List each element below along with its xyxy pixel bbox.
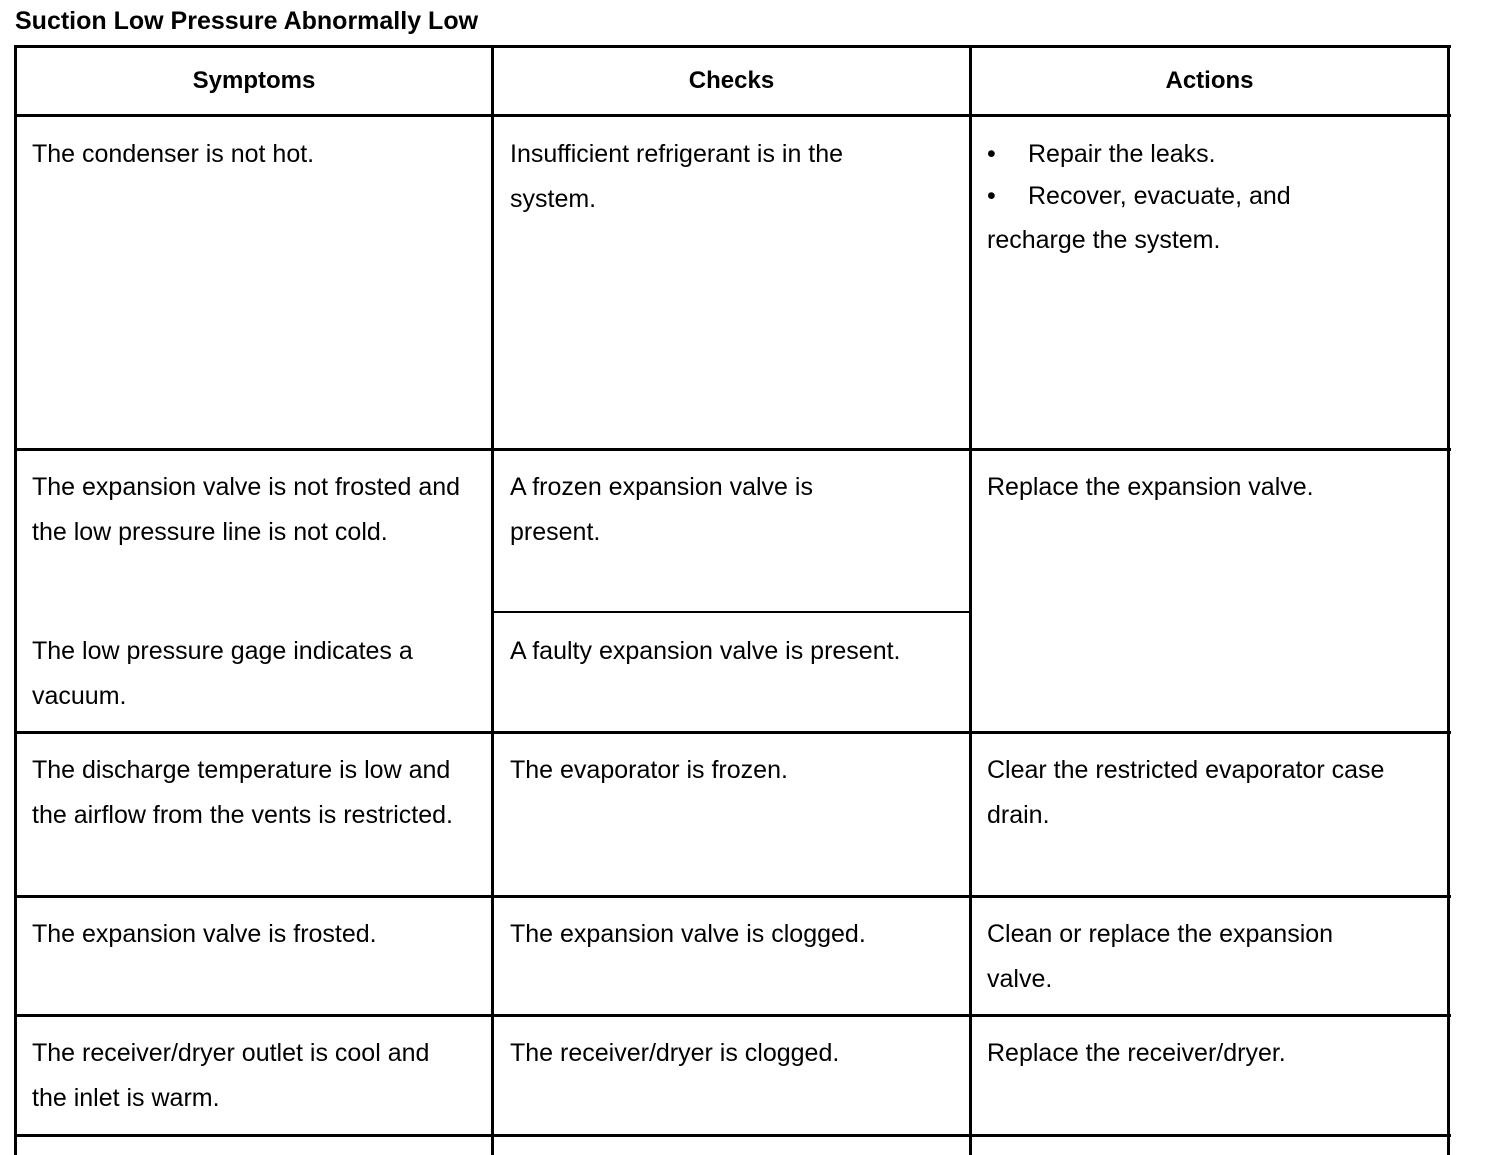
table-border-right bbox=[1447, 45, 1450, 1155]
row-divider bbox=[14, 731, 1451, 734]
row-divider bbox=[14, 448, 1451, 451]
page-title: Suction Low Pressure Abnormally Low bbox=[15, 7, 479, 35]
check-cell: A frozen expansion valve is present. bbox=[510, 473, 813, 546]
header-actions: Actions bbox=[1165, 67, 1254, 94]
header-symptoms: Symptoms bbox=[192, 67, 316, 94]
action-bullet-item: • Recover, evacuate, and recharge the system. bbox=[987, 181, 1291, 254]
symptom-cell: The condenser is not hot. bbox=[32, 140, 315, 168]
table-border-top bbox=[14, 45, 1451, 48]
check-cell: Insufficient refrigerant is in the system. bbox=[510, 140, 844, 213]
action-cell: Replace the receiver/dryer. bbox=[987, 1039, 1286, 1067]
column-divider bbox=[969, 45, 972, 1155]
symptom-cell: The discharge temperature is low and the airflow from the vents is restricted. bbox=[32, 756, 453, 829]
check-cell: A faulty expansion valve is present. bbox=[510, 637, 901, 665]
troubleshooting-table bbox=[14, 45, 1451, 1155]
symptom-cell: The low pressure gage indicates a vacuum. bbox=[32, 637, 413, 710]
header-divider bbox=[14, 114, 1451, 117]
symptom-cell: The receiver/dryer outlet is cool and the inlet is warm. bbox=[32, 1039, 430, 1112]
check-cell: The expansion valve is clogged. bbox=[510, 920, 866, 948]
symptom-cell: The expansion valve is frosted. bbox=[32, 920, 377, 948]
row-divider bbox=[14, 895, 1451, 898]
row-divider bbox=[14, 1134, 1451, 1137]
action-cell: Clean or replace the expansion valve. bbox=[987, 920, 1334, 993]
table-border-left bbox=[14, 45, 17, 1155]
header-checks: Checks bbox=[688, 67, 775, 94]
column-divider bbox=[491, 45, 494, 1155]
row-divider bbox=[493, 611, 971, 613]
action-cell: Clear the restricted evaporator case drain. bbox=[987, 756, 1385, 829]
action-cell bbox=[987, 132, 1387, 263]
check-cell: The receiver/dryer is clogged. bbox=[510, 1039, 840, 1067]
row-divider bbox=[14, 1014, 1451, 1017]
check-cell: The evaporator is frozen. bbox=[510, 756, 788, 784]
symptom-cell: The expansion valve is not frosted and the low pressure line is not cold. bbox=[32, 473, 461, 546]
action-bullet-item: • Repair the leaks. bbox=[987, 140, 1216, 168]
action-cell: Replace the expansion valve. bbox=[987, 473, 1314, 501]
